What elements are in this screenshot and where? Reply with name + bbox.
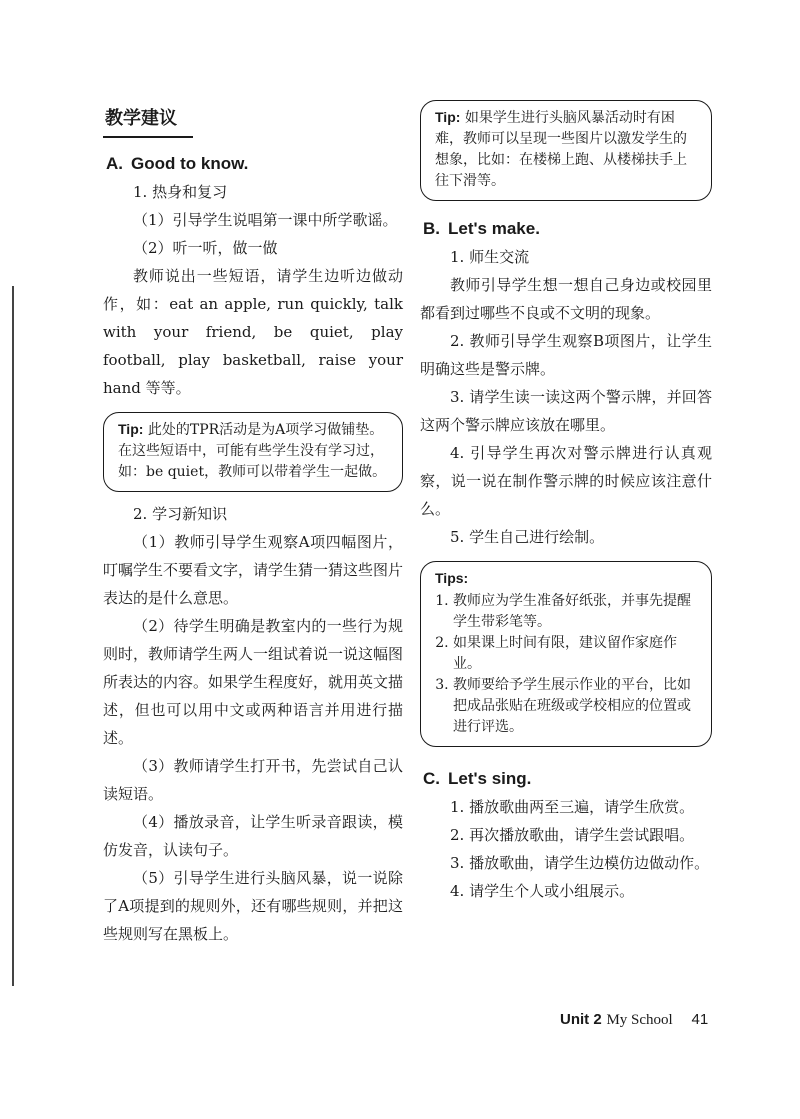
tip-label: Tip:	[118, 421, 144, 437]
tips-item: 3. 教师要给予学生展示作业的平台，比如把成品张贴在班级或学校相应的位置或进行评选。	[453, 675, 697, 738]
c-step-2: 2. 再次播放歌曲，请学生尝试跟唱。	[450, 826, 695, 844]
b-step-5: 5. 学生自己进行绘制。	[450, 528, 605, 546]
step-listen-do: （2）听一听，做一做	[133, 239, 278, 257]
tips-label: Tips:	[435, 570, 469, 586]
c-step-1: 1. 播放歌曲两至三遍，请学生欣赏。	[450, 798, 695, 816]
footer-unit: Unit 2	[560, 1011, 602, 1028]
page-title	[105, 104, 177, 130]
b-step-2: 2. 教师引导学生观察B项图片，让学生明确这些是警示牌。	[420, 332, 712, 378]
new-knowledge-heading: 2. 学习新知识	[133, 505, 228, 523]
page-number: 41	[691, 1011, 709, 1028]
section-b-title: Let's make.	[448, 219, 540, 238]
section-c-heading	[423, 769, 712, 789]
tips-item: 2. 如果课上时间有限，建议留作家庭作业。	[453, 633, 697, 675]
section-b-label: B.	[423, 219, 440, 238]
phrases-paragraph: 教师说出一些短语，请学生边听边做动作，如：eat an apple, run quickly, talk with your friend, be quiet, play football, play basketball, raise your hand 等等。	[103, 267, 403, 397]
tip-text: 如果学生进行头脑风暴活动时有困难，教师可以呈现一些图片以激发学生的想象，比如：在楼梯上跑、从楼梯扶手上往下滑等。	[435, 110, 687, 189]
section-a-title: Good to know.	[131, 154, 249, 173]
left-column	[103, 92, 403, 948]
section-a-label: A.	[106, 154, 123, 173]
tip-box-brainstorm	[420, 100, 712, 201]
section-c-title: Let's sing.	[448, 769, 532, 788]
step-brainstorm: （5）引导学生进行头脑风暴，说一说除了A项提到的规则外，还有哪些规则，并把这些规则写在黑板上。	[103, 869, 403, 943]
step-observe: （1）教师引导学生观察A项四幅图片，叮嘱学生不要看文字，请学生猜一猜这些图片表达的是什么意思。	[103, 533, 404, 607]
step-pair-talk: （2）待学生明确是教室内的一些行为规则时，教师请学生两人一组试着说一说这幅图所表达的内容。如果学生程度好，就用英文描述，但也可以用中文或两种语言并用进行描述。	[103, 617, 404, 747]
section-b-heading	[423, 219, 712, 239]
tip-box-tpr	[103, 412, 403, 492]
c-step-4: 4. 请学生个人或小组展示。	[450, 882, 635, 900]
b-step-1-text: 教师引导学生想一想自己身边或校园里都看到过哪些不良或不文明的现象。	[420, 276, 712, 322]
footer-school: My School	[606, 1012, 673, 1028]
b-step-3: 3. 请学生读一读这两个警示牌，并回答这两个警示牌应该放在哪里。	[420, 388, 712, 434]
b-step-1: 1. 师生交流	[450, 248, 530, 266]
page-title-text: 教学建议	[105, 108, 177, 129]
page-edge-line	[0, 286, 14, 986]
tips-box-drawing	[420, 561, 712, 747]
c-step-3: 3. 播放歌曲，请学生边模仿边做动作。	[450, 854, 710, 872]
step-chant: （1）引导学生说唱第一课中所学歌谣。	[133, 211, 398, 229]
tips-item: 1. 教师应为学生准备好纸张，并事先提醒学生带彩笔等。	[453, 591, 697, 633]
b-step-4: 4. 引导学生再次对警示牌进行认真观察，说一说在制作警示牌的时候应该注意什么。	[420, 444, 712, 518]
tips-list	[435, 591, 697, 738]
title-underline	[103, 136, 193, 138]
tip-label: Tip:	[435, 109, 461, 125]
tip-text: 此处的TPR活动是为A项学习做铺垫。在这些短语中，可能有些学生没有学习过，如：be quiet，教师可以带着学生一起做。	[118, 422, 387, 480]
page-footer	[560, 1010, 708, 1029]
step-listen-repeat: （4）播放录音，让学生听录音跟读，模仿发音，认读句子。	[103, 813, 403, 859]
warmup-heading: 1. 热身和复习	[133, 183, 228, 201]
section-a-heading	[106, 154, 403, 174]
right-column	[420, 100, 712, 905]
step-read-phrases: （3）教师请学生打开书，先尝试自己认读短语。	[103, 757, 403, 803]
section-c-label: C.	[423, 769, 440, 788]
